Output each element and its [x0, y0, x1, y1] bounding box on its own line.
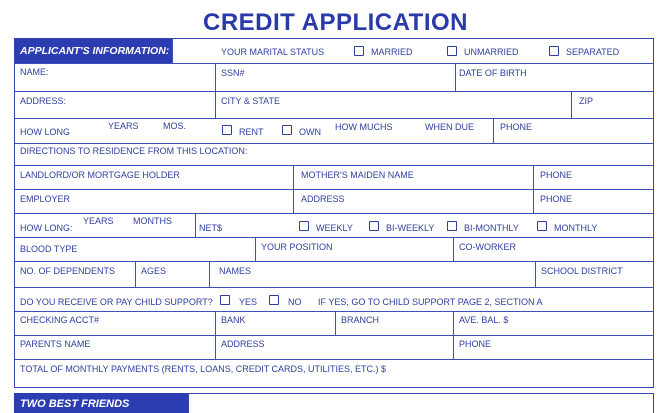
divider — [293, 165, 294, 189]
divider — [533, 165, 534, 189]
child-support-question: DO YOU RECEIVE OR PAY CHILD SUPPORT? — [20, 297, 213, 307]
parents-name-field[interactable]: PARENTS NAME — [20, 339, 91, 349]
divider — [15, 165, 653, 166]
divider — [455, 63, 456, 91]
rent-label: RENT — [239, 127, 264, 137]
divider — [15, 287, 653, 288]
employment-how-long-label: HOW LONG: — [20, 223, 73, 233]
divider — [215, 63, 216, 91]
married-label: MARRIED — [371, 47, 413, 57]
section-header-applicant: APPLICANT'S INFORMATION: — [15, 39, 172, 64]
employer-phone-field[interactable]: PHONE — [540, 194, 573, 204]
unmarried-label: UNMARRIED — [464, 47, 519, 57]
landlord-field[interactable]: LANDLORD/OR MORTGAGE HOLDER — [20, 170, 180, 180]
employer-field[interactable]: EMPLOYER — [20, 194, 71, 204]
separated-checkbox[interactable] — [549, 46, 559, 56]
divider — [172, 39, 173, 63]
divider — [255, 237, 256, 261]
child-support-yes-checkbox[interactable] — [220, 295, 230, 305]
biweekly-label: BI-WEEKLY — [386, 223, 435, 233]
maiden-name-field[interactable]: MOTHER'S MAIDEN NAME — [301, 170, 414, 180]
biweekly-checkbox[interactable] — [369, 221, 379, 231]
branch-field[interactable]: BRANCH — [341, 315, 380, 325]
parents-address-field[interactable]: ADDRESS — [221, 339, 265, 349]
bank-field[interactable]: BANK — [221, 315, 246, 325]
zip-field[interactable]: ZIP — [579, 96, 594, 106]
divider — [15, 261, 653, 262]
divider — [215, 335, 216, 359]
marital-status-label: YOUR MARITAL STATUS — [221, 47, 325, 57]
parents-phone-field[interactable]: PHONE — [459, 339, 492, 349]
phone-field[interactable]: PHONE — [500, 122, 533, 132]
child-support-note: IF YES, GO TO CHILD SUPPORT PAGE 2, SECTION A — [318, 297, 543, 307]
city-state-field[interactable]: CITY & STATE — [221, 96, 281, 106]
child-support-no-checkbox[interactable] — [269, 295, 279, 305]
divider — [15, 213, 653, 214]
name-field[interactable]: NAME: — [20, 67, 49, 77]
page-title: CREDIT APPLICATION — [203, 9, 468, 36]
monthly-label: MONTHLY — [554, 223, 598, 233]
checking-acct-field[interactable]: CHECKING ACCT# — [20, 315, 100, 325]
divider — [15, 237, 653, 238]
dependents-field[interactable]: NO. OF DEPENDENTS — [20, 266, 116, 276]
names-field[interactable]: NAMES — [219, 266, 252, 276]
divider — [209, 261, 210, 287]
divider — [335, 311, 336, 335]
section-header-friends: TWO BEST FRIENDS — [14, 393, 188, 413]
divider — [15, 311, 653, 312]
divider — [215, 91, 216, 118]
divider — [453, 311, 454, 335]
position-field[interactable]: YOUR POSITION — [261, 242, 333, 252]
blood-type-field[interactable]: BLOOD TYPE — [20, 244, 78, 254]
years-label: YEARS — [108, 121, 139, 131]
landlord-phone-field[interactable]: PHONE — [540, 170, 573, 180]
divider — [15, 335, 653, 336]
own-label: OWN — [299, 127, 321, 137]
employment-months-label: MONTHS — [133, 216, 172, 226]
directions-field[interactable]: DIRECTIONS TO RESIDENCE FROM THIS LOCATION: — [20, 146, 248, 156]
how-muchs-field[interactable]: HOW MUCHS — [335, 122, 393, 132]
how-long-label: HOW LONG — [20, 127, 71, 137]
divider — [453, 237, 454, 261]
divider — [535, 261, 536, 287]
employment-years-label: YEARS — [83, 216, 114, 226]
divider — [571, 91, 572, 118]
divider — [15, 91, 653, 92]
separated-label: SEPARATED — [566, 47, 620, 57]
employer-address-field[interactable]: ADDRESS — [301, 194, 345, 204]
divider — [195, 213, 196, 237]
school-district-field[interactable]: SCHOOL DISTRICT — [541, 266, 623, 276]
total-monthly-payments-field[interactable]: TOTAL OF MONTHLY PAYMENTS (RENTS, LOANS, CREDIT CARDS, UTILITIES, ETC.) $ — [20, 364, 387, 374]
ages-field[interactable]: AGES — [141, 266, 167, 276]
when-due-field[interactable]: WHEN DUE — [425, 122, 474, 132]
yes-label: YES — [239, 297, 258, 307]
friends-field[interactable] — [188, 393, 654, 413]
ave-balance-field[interactable]: AVE. BAL. $ — [459, 315, 509, 325]
divider — [135, 261, 136, 287]
unmarried-checkbox[interactable] — [447, 46, 457, 56]
address-field[interactable]: ADDRESS: — [20, 96, 67, 106]
married-checkbox[interactable] — [354, 46, 364, 56]
divider — [493, 118, 494, 143]
divider — [453, 335, 454, 359]
bimonthly-checkbox[interactable] — [447, 221, 457, 231]
net-pay-field[interactable]: NET$ — [199, 223, 223, 233]
divider — [15, 143, 653, 144]
mos-label: MOS. — [163, 121, 187, 131]
applicant-form — [14, 38, 654, 388]
own-checkbox[interactable] — [282, 125, 292, 135]
divider — [533, 189, 534, 213]
monthly-checkbox[interactable] — [537, 221, 547, 231]
divider — [293, 189, 294, 213]
divider — [15, 63, 653, 64]
rent-checkbox[interactable] — [222, 125, 232, 135]
weekly-label: WEEKLY — [316, 223, 353, 233]
divider — [15, 359, 653, 360]
divider — [15, 189, 653, 190]
divider — [15, 118, 653, 119]
dob-field[interactable]: DATE OF BIRTH — [459, 68, 527, 78]
divider — [215, 311, 216, 335]
bimonthly-label: BI-MONTHLY — [464, 223, 519, 233]
weekly-checkbox[interactable] — [299, 221, 309, 231]
coworker-field[interactable]: CO-WORKER — [459, 242, 516, 252]
ssn-field[interactable]: SSN# — [221, 68, 245, 78]
no-label: NO — [288, 297, 302, 307]
